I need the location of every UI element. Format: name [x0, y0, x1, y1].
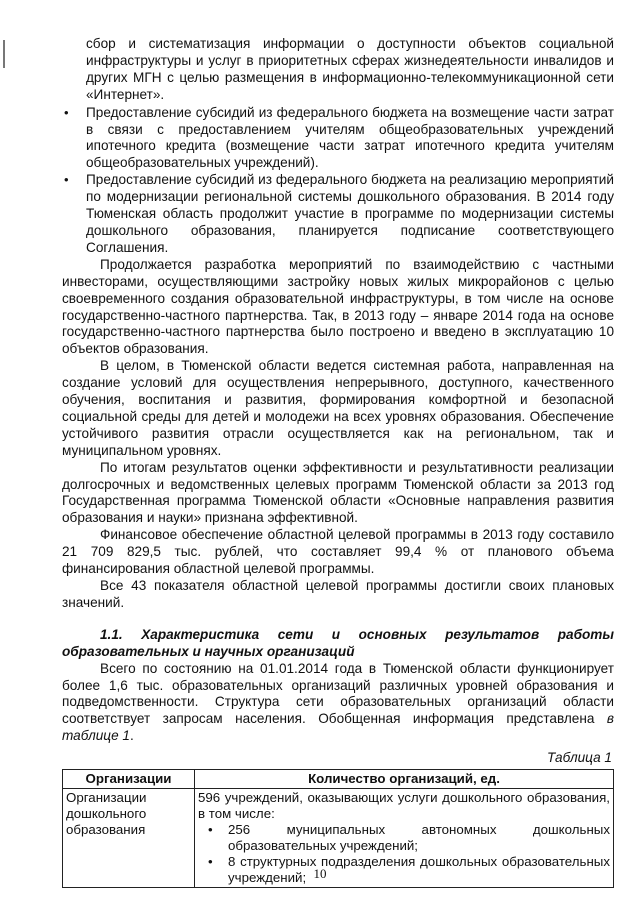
section-text: Всего по состоянию на 01.01.2014 года в Тюменской области функционирует более 1,6 тыс. образовательных организаций различных уровней образования и подведомственности. Структура сети образовательных организаций области соответствует запросам населения. Обобщенная информация представлена	[62, 660, 614, 727]
list-continuation	[62, 36, 614, 104]
table-cell-summary: 596 учреждений, оказывающих услуги дошкольного образования, в том числе:	[198, 790, 610, 822]
paragraph: Финансовое обеспечение областной целевой программы в 2013 году составило 21 709 829,5 тыс. рублей, что составляет 99,4 % от планового объема финансирования областной целевой программы.	[62, 527, 614, 577]
paragraph: В целом, в Тюменской области ведется системная работа, направленная на создание условий для осуществления непрерывного, доступного, качественного обучения, воспитания и развития, формирования комфортной и безопасной социальной среды для детей и молодежи на всех уровнях образования. Обеспечение устойчивого развития отрасли осуществляется как на региональном, так и муниципальном уровнях.	[62, 358, 614, 458]
bullet-item	[62, 105, 614, 173]
bullet-text: Предоставление субсидий из федерального бюджета на реализацию мероприятий по модернизации региональной системы дошкольного образования. В 2014 году Тюменская область продолжит участие в программе по модернизации системы дошкольного образования, планируется подписание соответствующего Соглашения.	[86, 172, 614, 255]
table-cell-bullet	[198, 822, 610, 854]
table-header-count: Количество организаций, ед.	[195, 770, 614, 789]
table-header-organizations: Организации	[63, 770, 195, 789]
document-page	[62, 36, 614, 888]
scan-edge-mark	[3, 40, 5, 68]
paragraph: Все 43 показателя областной целевой программы достигли своих плановых значений.	[62, 578, 614, 610]
table-cell-organization: Организации дошкольного образования	[63, 789, 195, 888]
bullet-item	[62, 172, 614, 257]
bullet-icon: •	[64, 172, 69, 188]
bullet-icon: •	[64, 104, 69, 120]
section-heading: 1.1. Характеристика сети и основных результатов работы образовательных и научных организаций	[62, 626, 614, 659]
paragraph: По итогам результатов оценки эффективности и результативности реализации долгосрочных и ведомственных целевых программ Тюменской области за 2013 год Государственная программа Тюменской области «Основные направления развития образования и науки» признана эффективной.	[62, 459, 614, 526]
bullet-text: Предоставление субсидий из федерального бюджета на возмещение части затрат в связи с предоставлением учителям общеобразовательных учреждений ипотечного кредита (возмещение части затрат ипотечного кредита учителям общеобразовательных учреждений).	[86, 104, 614, 171]
list-continuation-text: сбор и систематизация информации о доступности объектов социальной инфраструктуры и услуг в приоритетных сферах жизнедеятельности инвалидов и других МГН с целью размещения в информационно-телекоммуникационной сети «Интернет».	[86, 36, 614, 102]
table-caption: Таблица 1	[547, 750, 612, 766]
section-text-end: .	[129, 728, 134, 744]
table-reference: в таблице 1	[62, 711, 614, 744]
table-cell-bullet-text: 8 структурных подразделения дошкольных образовательных учреждений;	[228, 854, 610, 886]
bullet-icon: •	[208, 854, 213, 870]
section-paragraph	[62, 661, 614, 746]
table-cell-bullet-text: 256 муниципальных автономных дошкольных образовательных учреждений;	[228, 822, 610, 854]
page-number: 10	[313, 866, 327, 881]
bullet-icon: •	[208, 822, 213, 838]
table-header-row	[63, 770, 614, 789]
paragraph: Продолжается разработка мероприятий по взаимодействию с частными инвесторами, осуществляющими застройку новых жилых микрорайонов с целью своевременного создания образовательной инфраструктуры, в том числе на основе государственно-частного партнерства. Так, в 2013 году – январе 2014 года на основе государственно-частного партнерства было построено и введено в эксплуатацию 10 объектов образования.	[62, 256, 614, 357]
